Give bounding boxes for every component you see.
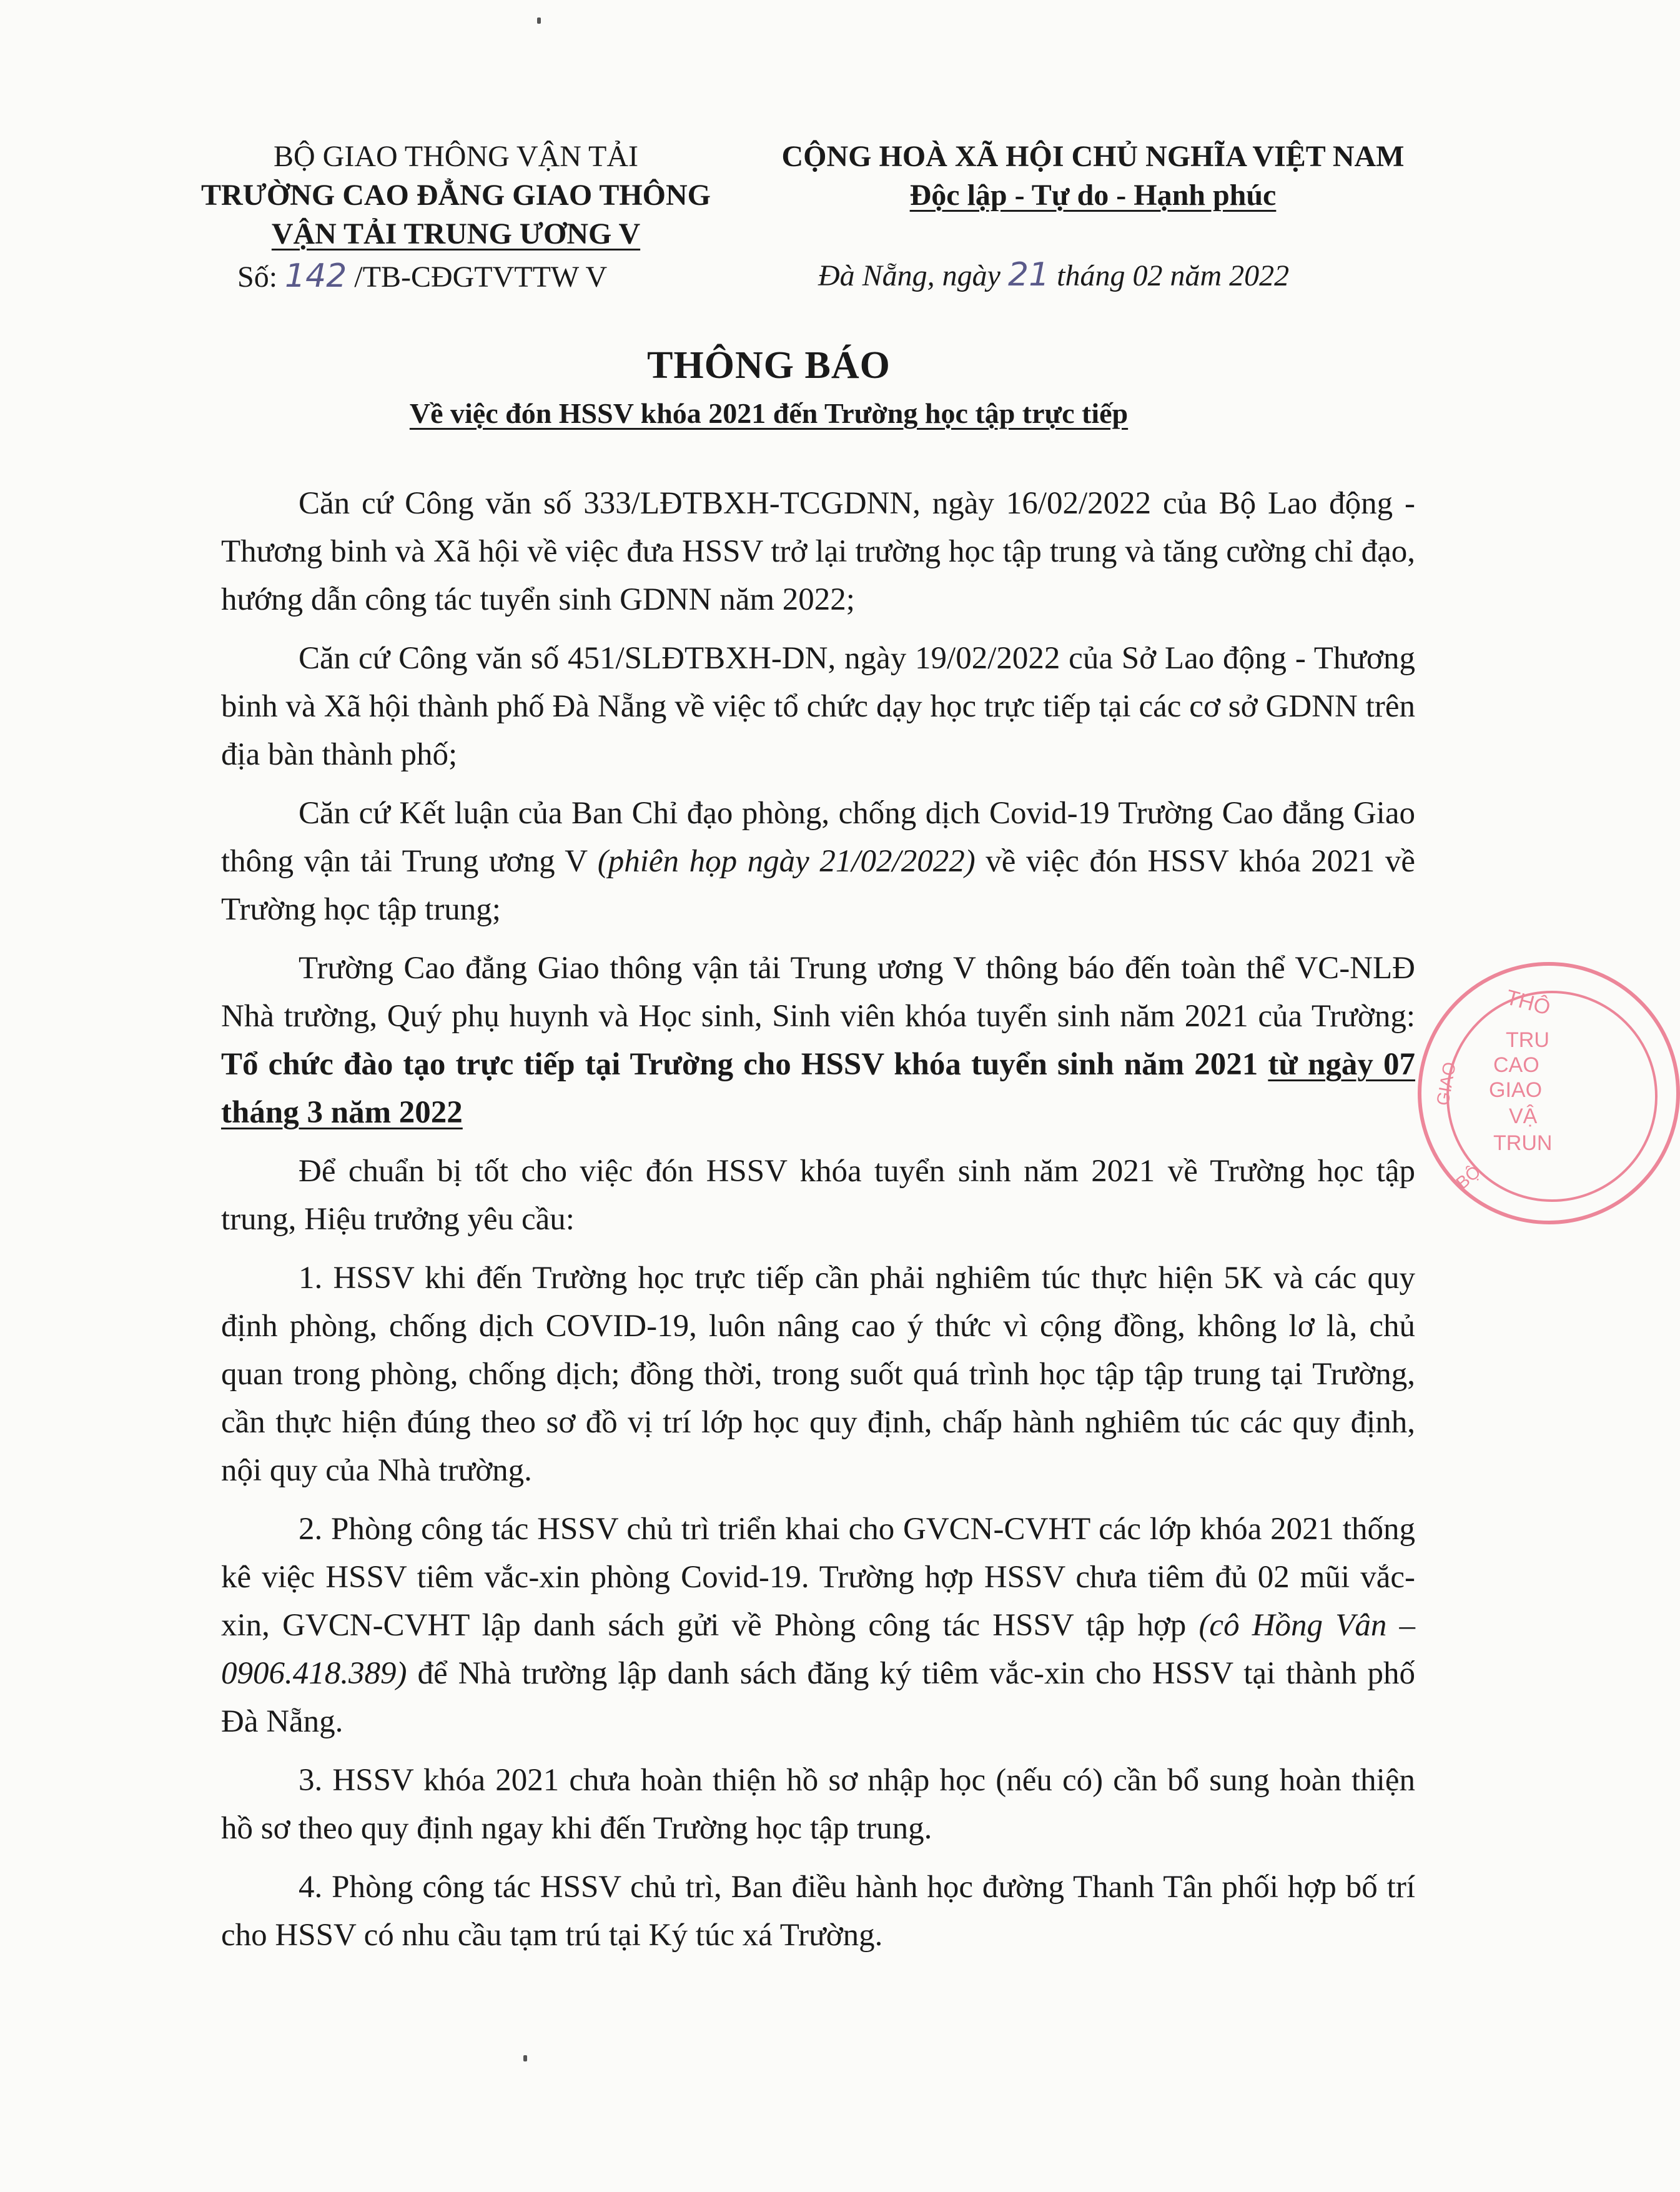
national-motto [737,176,1449,215]
school-name-line1: TRƯỜNG CAO ĐẲNG GIAO THÔNG [200,179,711,212]
number-suffix: /TB-CĐGTVTTW V [354,260,608,294]
country-name: CỘNG HOÀ XÃ HỘI CHỦ NGHĨA VIỆT NAM [781,140,1405,173]
issue-date [818,256,1289,294]
stamp-text: THÔ [1503,985,1553,1020]
scan-speck [523,2055,527,2061]
document-number [237,257,607,295]
ministry-name: BỘ GIAO THÔNG VẬN TẢI [274,140,638,173]
school-name-line2-text: VẬN TẢI TRUNG ƯƠNG V [271,217,641,250]
stamp-text: GIAO [1489,1078,1543,1102]
date-handwritten: 21 [1007,256,1050,294]
issuer-header [162,137,749,254]
p3-meeting-date: (phiên họp ngày 21/02/2022) [597,844,976,879]
p7-text-a: 2. Phòng công tác HSSV chủ trì triển khai cho GVCN-CVHT các lớp khóa 2021 thống kê việc HSSV tiêm vắc-xin phòng Covid-19. Trường hợp HSSV chưa tiêm đủ 02 mũi vắc-xin, GVCN-CVHT lập danh sách gửi về Phòng công tác HSSV tập hợp [221,1512,1415,1643]
date-suffix: tháng 02 năm 2022 [1057,259,1290,292]
p7-text-b: để Nhà trường lập danh sách đăng ký tiêm vắc-xin cho HSSV tại thành phố Đà Nẵng. [221,1656,1415,1739]
p4-start-date: từ ngày 07 tháng 3 năm 2022 [221,1047,1416,1130]
p3-text-a: Căn cứ Kết luận của Ban Chỉ đạo phòng, chống dịch Covid-19 Trường Cao đẳng Giao thông vận tải Trung ương V [221,796,1415,879]
p7-contact: (cô Hồng Vân – 0906.418.389) [221,1608,1416,1691]
paragraph-legal-basis-1: Căn cứ Công văn số 333/LĐTBXH-TCGDNN, ngày 16/02/2022 của Bộ Lao động - Thương binh và Xã hội về việc đưa HSSV trở lại trường học tập trung và tăng cường chỉ đạo, hướng dẫn công tác tuyển sinh GDNN năm 2022; [221,486,1415,617]
paragraph-item-1: 1. HSSV khi đến Trường học trực tiếp cần phải nghiêm túc thực hiện 5K và các quy định phòng, chống dịch COVID-19, luôn nâng cao ý thức vì cộng đồng, không lơ là, chủ quan trong phòng, chống dịch; đồng thời, trong suốt quá trình học tập tập trung tại Trường, cần thực hiện đúng theo sơ đồ vị trí lớp học quy định, chấp hành nghiêm túc các quy định, nội quy của Nhà trường. [221,1261,1415,1488]
stamp-text: TRUN [1493,1131,1553,1155]
paragraph-item-4: 4. Phòng công tác HSSV chủ trì, Ban điều hành học đường Thanh Tân phối hợp bố trí cho HSSV có nhu cầu tạm trú tại Ký túc xá Trường. [221,1870,1415,1953]
official-stamp [1418,962,1680,1224]
p4-bold: Tổ chức đào tạo trực tiếp tại Trường cho HSSV khóa tuyển sinh năm 2021 [221,1047,1268,1082]
p3-text-b: về việc đón HSSV khóa 2021 về Trường học tập trung; [221,844,1415,927]
national-header [737,137,1449,215]
paragraph-requirements-intro: Để chuẩn bị tốt cho việc đón HSSV khóa tuyển sinh năm 2021 về Trường học tập trung, Hiệu trưởng yêu cầu: [221,1154,1415,1237]
number-handwritten: 142 [285,257,347,295]
paragraph-announcement [221,945,1415,1137]
national-motto-text: Độc lập - Tự do - Hạnh phúc [909,179,1277,212]
paragraph-legal-basis-2: Căn cứ Công văn số 451/SLĐTBXH-DN, ngày 19/02/2022 của Sở Lao động - Thương binh và Xã hội thành phố Đà Nẵng về việc tổ chức dạy học trực tiếp tại các cơ sở GDNN trên địa bàn thành phố; [221,641,1415,772]
paragraph-item-3: 3. HSSV khóa 2021 chưa hoàn thiện hồ sơ nhập học (nếu có) cần bổ sung hoàn thiện hồ sơ theo quy định ngay khi đến Trường học tập trung. [221,1763,1415,1846]
stamp-text: TRU [1506,1028,1549,1052]
p4-text-a: Trường Cao đẳng Giao thông vận tải Trung ương V thông báo đến toàn thể VC-NLĐ Nhà trường, Quý phụ huynh và Học sinh, Sinh viên khóa tuyển sinh năm 2021 của Trường: [221,951,1415,1034]
number-prefix: Số: [237,260,278,294]
date-prefix: Đà Nẵng, ngày [818,259,1001,292]
stamp-text: CAO [1493,1053,1539,1077]
document-subtitle [0,397,1538,430]
paragraph-legal-basis-3 [221,790,1415,934]
stamp-text: GIAO [1433,1060,1460,1108]
subtitle-text: Về việc đón HSSV khóa 2021 đến Trường học tập trực tiếp [409,397,1129,429]
document-body [221,480,1415,1970]
school-name-line2 [162,215,749,254]
document-title: THÔNG BÁO [647,344,891,387]
stamp-text: VẬ [1509,1104,1538,1128]
paragraph-item-2 [221,1505,1415,1746]
stamp-text: BỘ [1452,1161,1485,1193]
scan-speck [537,17,541,24]
